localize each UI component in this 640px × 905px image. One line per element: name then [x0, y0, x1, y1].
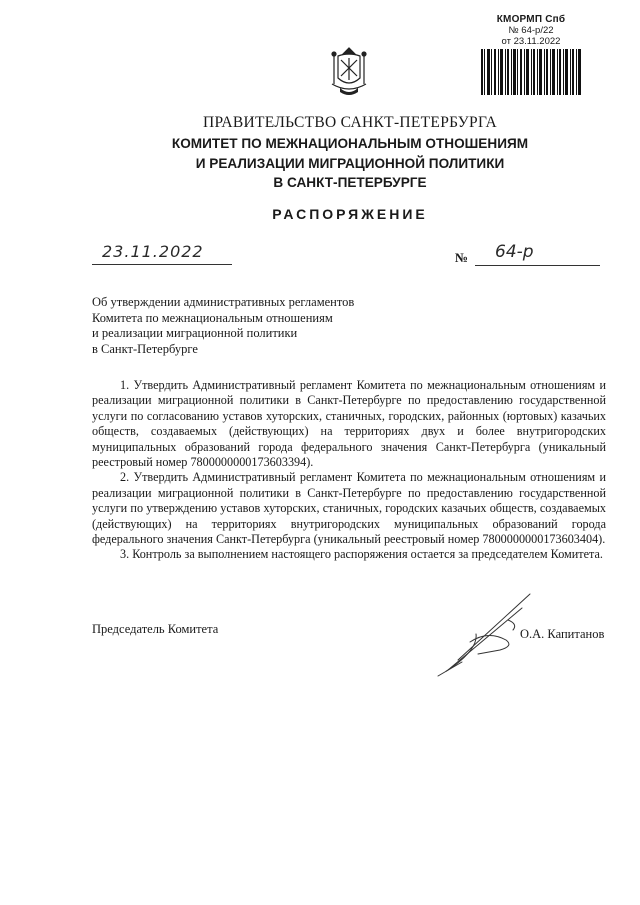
document-date: 23.11.2022 — [102, 242, 204, 261]
committee-title — [100, 134, 600, 193]
committee-title-line2: И РЕАЛИЗАЦИИ МИГРАЦИОННОЙ ПОЛИТИКИ — [195, 155, 505, 171]
registration-org: КМОРМП Спб — [496, 14, 566, 25]
paragraph-2: 2. Утвердить Административный регламент Комитета по межнациональным отношениям и реализации миграционной политики в Санкт-Петербурге по предоставлению государственной услуги по утверждению уставов хуторских, станичных, городских казачьих обществ, создаваемых (действующих) на территориях внутригородских муниципальных образований города федерального значения Санкт-Петербурга (уникальный реестровый номер 7800000000173603404). — [92, 470, 606, 547]
paragraph-3: 3. Контроль за выполнением настоящего распоряжения остается за председателем Комитета. — [120, 547, 603, 562]
government-title: ПРАВИТЕЛЬСТВО САНКТ-ПЕТЕРБУРГА — [202, 114, 498, 131]
subject-line4: в Санкт-Петербурге — [92, 341, 198, 356]
document-number-field — [455, 242, 600, 266]
signatory-name: О.А. Капитанов — [520, 627, 605, 641]
document-subject — [92, 295, 392, 357]
document-number: 64-р — [495, 242, 534, 262]
committee-title-line1: КОМИТЕТ ПО МЕЖНАЦИОНАЛЬНЫМ ОТНОШЕНИЯМ — [171, 136, 529, 151]
committee-title-line3: В САНКТ-ПЕТЕРБУРГЕ — [273, 175, 427, 190]
saint-petersburg-coat-of-arms-icon — [326, 44, 372, 98]
barcode-icon — [481, 49, 581, 95]
subject-line2: Комитета по межнациональным отношениям — [92, 310, 333, 325]
number-underline — [475, 265, 600, 266]
subject-line3: и реализации миграционной политики — [92, 326, 298, 341]
number-sign: № — [455, 250, 469, 265]
document-date-field — [92, 244, 232, 265]
document-body — [92, 378, 606, 563]
subject-line1: Об утверждении административных регламентов — [92, 295, 355, 309]
registration-stamp — [476, 14, 586, 95]
registration-number: № 64-р/22 — [508, 25, 554, 36]
registration-date: от 23.11.2022 — [501, 36, 561, 47]
signatory-title: Председатель Комитета — [92, 622, 219, 636]
document-type: РАСПОРЯЖЕНИЕ — [272, 206, 428, 222]
paragraph-1: 1. Утвердить Административный регламент Комитета по межнациональным отношениям и реализации миграционной политики в Санкт-Петербурге по предоставлению государственной услуги по согласованию уставов хуторских, станичных, городских, районных (юртовых) казачьих обществ, создаваемых (действующих) на территориях двух и более внутригородских муниципальных образований города федерального значения Санкт-Петербурга (уникальный реестровый номер 7800000000173603394). — [92, 378, 606, 470]
